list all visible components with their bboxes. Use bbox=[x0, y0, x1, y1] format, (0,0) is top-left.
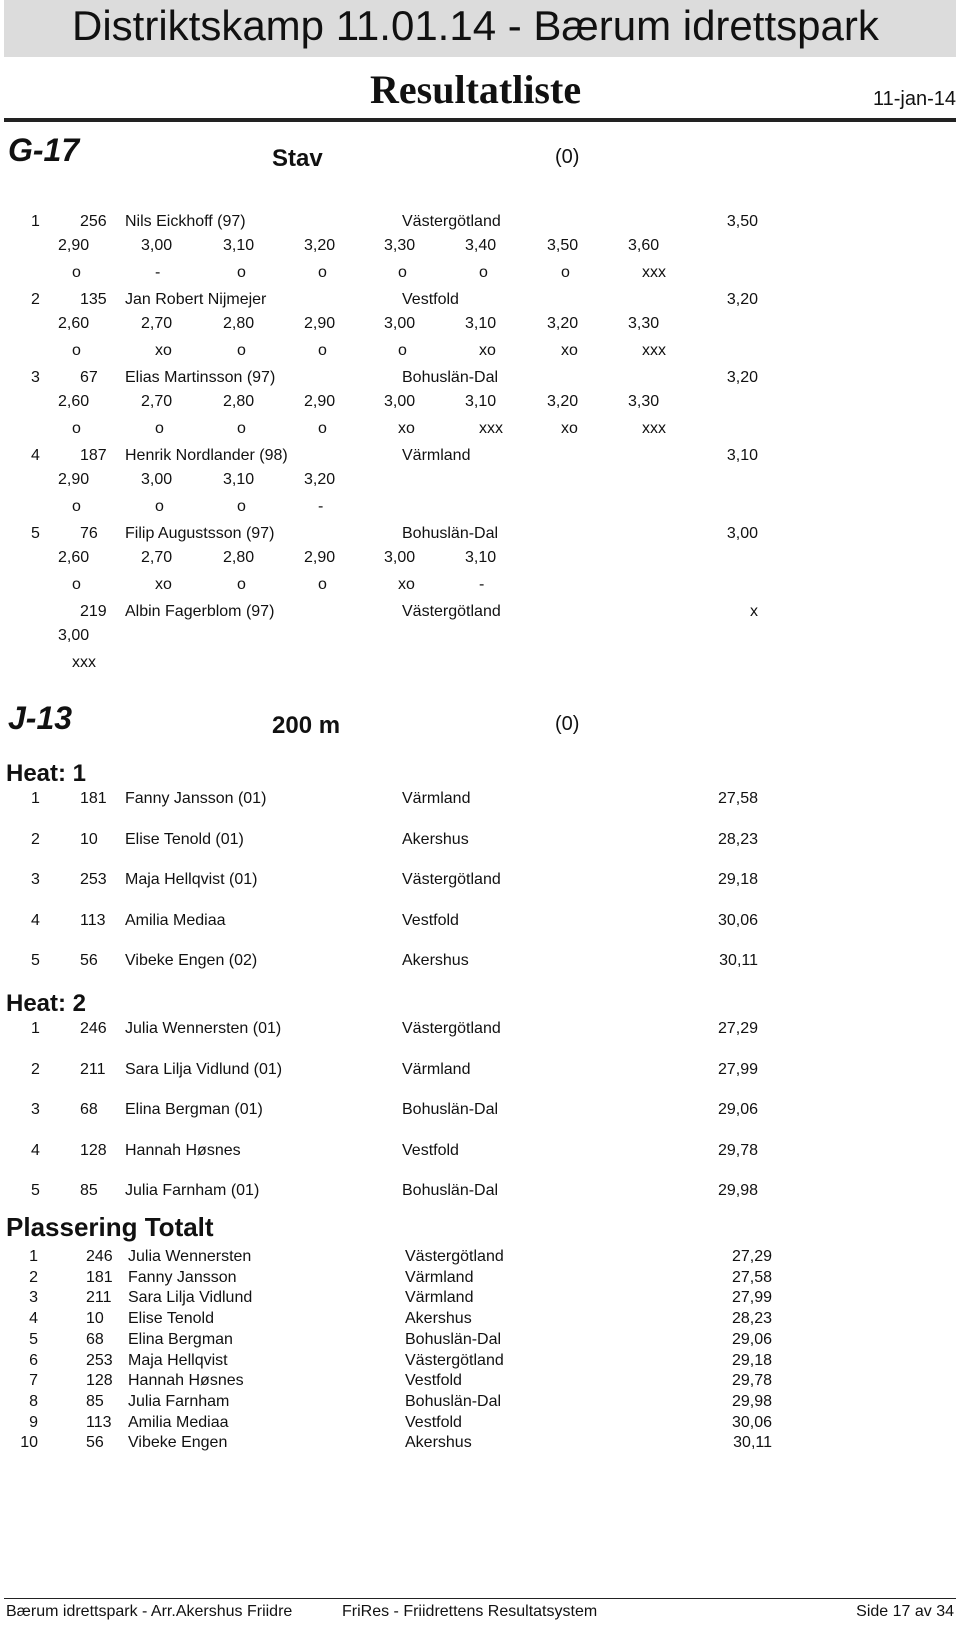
result: 27,29 bbox=[717, 1020, 758, 1037]
ranking-row bbox=[0, 1289, 960, 1309]
result: 29,78 bbox=[731, 1372, 772, 1390]
place: 5 bbox=[29, 1330, 38, 1348]
result: 27,29 bbox=[731, 1248, 772, 1265]
athlete-name: Sara Lilja Vidlund bbox=[128, 1289, 253, 1307]
bar-height: 2,70 bbox=[141, 393, 173, 410]
bib-number: 68 bbox=[86, 1330, 104, 1348]
heights-row bbox=[0, 549, 960, 569]
bar-height: 2,60 bbox=[58, 549, 90, 566]
club: Värmland bbox=[402, 447, 471, 464]
athlete-row bbox=[0, 369, 960, 389]
athlete-name: Amilia Mediaa bbox=[125, 911, 226, 929]
bib-number: 253 bbox=[80, 871, 107, 888]
result-row bbox=[0, 912, 960, 932]
athlete-row bbox=[0, 291, 960, 311]
athlete-name: Nils Eickhoff (97) bbox=[125, 213, 246, 230]
bib-number: 67 bbox=[80, 369, 98, 386]
place: 6 bbox=[29, 1351, 38, 1369]
attempt: xo bbox=[398, 420, 415, 437]
club: Västergötland bbox=[402, 603, 501, 620]
bib-number: 211 bbox=[86, 1289, 112, 1307]
ranking-row bbox=[0, 1372, 960, 1392]
result: 27,58 bbox=[717, 790, 758, 807]
club: Värmland bbox=[402, 1060, 471, 1078]
attempt: - bbox=[479, 576, 485, 593]
result-row bbox=[0, 871, 960, 891]
place: 3 bbox=[31, 871, 40, 888]
heights-row bbox=[0, 627, 960, 647]
place: 4 bbox=[31, 911, 40, 929]
bib-number: 85 bbox=[86, 1392, 104, 1410]
ranking-row bbox=[0, 1331, 960, 1351]
ranking-row bbox=[0, 1434, 960, 1454]
athlete-name: Jan Robert Nijmejer bbox=[125, 291, 267, 308]
club: Bohuslän-Dal bbox=[402, 525, 499, 542]
athlete-name: Albin Fagerblom (97) bbox=[125, 603, 275, 620]
attempt: xxx bbox=[642, 264, 666, 281]
result-row bbox=[0, 831, 960, 851]
bib-number: 113 bbox=[80, 911, 106, 929]
bar-height: 2,90 bbox=[58, 237, 90, 254]
class-code: J-13 bbox=[8, 700, 73, 736]
club: Västergötland bbox=[402, 213, 501, 230]
result: 27,58 bbox=[731, 1268, 772, 1286]
bar-height: 3,20 bbox=[547, 393, 579, 410]
athlete-name: Maja Hellqvist (01) bbox=[125, 871, 258, 888]
athlete-name: Vibeke Engen (02) bbox=[125, 952, 258, 969]
result: 3,00 bbox=[726, 525, 758, 542]
result: 29,06 bbox=[731, 1330, 772, 1348]
bib-number: 56 bbox=[80, 952, 98, 969]
footer-venue: Bærum idrettspark - Arr.Akershus Friidre bbox=[6, 1603, 293, 1620]
athlete-name: Sara Lilja Vidlund (01) bbox=[125, 1060, 283, 1078]
club: Vestfold bbox=[402, 291, 459, 308]
result-row bbox=[0, 1101, 960, 1121]
bib-number: 246 bbox=[86, 1248, 113, 1265]
footer-page: Side 17 av 34 bbox=[856, 1603, 954, 1620]
attempt: o bbox=[318, 576, 327, 593]
result-row bbox=[0, 1061, 960, 1081]
place: 1 bbox=[31, 790, 40, 807]
class-code: G-17 bbox=[8, 132, 80, 168]
ranking-row bbox=[0, 1269, 960, 1289]
bar-height: 2,70 bbox=[141, 549, 173, 566]
attempt: o bbox=[72, 420, 81, 437]
place: 3 bbox=[31, 1101, 40, 1118]
place: 5 bbox=[31, 952, 40, 969]
bib-number: 219 bbox=[80, 603, 107, 620]
bib-number: 76 bbox=[80, 525, 98, 542]
bib-number: 10 bbox=[80, 830, 98, 848]
place: 4 bbox=[31, 1141, 40, 1159]
result: 29,98 bbox=[731, 1392, 772, 1410]
bib-number: 181 bbox=[86, 1268, 113, 1286]
result: 30,11 bbox=[733, 1434, 772, 1452]
athlete-name: Amilia Mediaa bbox=[128, 1413, 229, 1431]
athlete-name: Henrik Nordlander (98) bbox=[125, 447, 288, 464]
athlete-name: Julia Wennersten (01) bbox=[125, 1020, 282, 1037]
result: 29,18 bbox=[717, 871, 758, 888]
attempt: o bbox=[237, 498, 246, 515]
attempt: xxx bbox=[72, 654, 96, 671]
bar-height: 3,40 bbox=[465, 237, 497, 254]
total-heading: Plassering Totalt bbox=[6, 1212, 214, 1242]
bar-height: 3,10 bbox=[223, 471, 255, 488]
club: Bohuslän-Dal bbox=[405, 1392, 502, 1410]
attempt: o bbox=[398, 342, 407, 359]
place: 3 bbox=[29, 1289, 38, 1307]
bar-height: 3,20 bbox=[304, 471, 336, 488]
club: Akershus bbox=[405, 1434, 472, 1452]
bib-number: 256 bbox=[80, 213, 107, 230]
place: 4 bbox=[29, 1310, 38, 1328]
bib-number: 128 bbox=[86, 1372, 113, 1390]
bar-height: 2,70 bbox=[141, 315, 173, 332]
document-date: 11-jan-14 bbox=[872, 88, 956, 110]
bib-number: 128 bbox=[80, 1141, 107, 1159]
heat-label: Heat: 1 bbox=[6, 760, 87, 787]
event-name: 200 m bbox=[272, 712, 341, 739]
attempt: - bbox=[155, 264, 161, 281]
heights-row bbox=[0, 315, 960, 335]
athlete-name: Vibeke Engen bbox=[128, 1434, 228, 1452]
bar-height: 3,00 bbox=[384, 393, 416, 410]
place: 3 bbox=[31, 369, 40, 386]
footer-rule bbox=[4, 1598, 956, 1599]
bib-number: 187 bbox=[80, 447, 107, 464]
athlete-name: Elise Tenold (01) bbox=[125, 830, 244, 848]
event-code: (0) bbox=[555, 146, 580, 168]
bib-number: 181 bbox=[80, 790, 107, 807]
bib-number: 135 bbox=[80, 291, 107, 308]
bar-height: 3,10 bbox=[465, 393, 497, 410]
bar-height: 2,90 bbox=[304, 315, 336, 332]
result: 30,06 bbox=[717, 911, 758, 929]
bar-height: 3,00 bbox=[141, 237, 173, 254]
event-name: Stav bbox=[272, 145, 323, 172]
athlete-row bbox=[0, 213, 960, 233]
bar-height: 3,10 bbox=[223, 237, 255, 254]
attempt: xo bbox=[155, 342, 172, 359]
heights-row bbox=[0, 237, 960, 257]
result: 30,11 bbox=[719, 952, 758, 969]
club: Bohuslän-Dal bbox=[402, 1101, 499, 1118]
place: 9 bbox=[29, 1413, 38, 1431]
place: 1 bbox=[31, 1020, 40, 1037]
athlete-row bbox=[0, 525, 960, 545]
attempt: o bbox=[72, 498, 81, 515]
athlete-name: Elina Bergman bbox=[128, 1330, 233, 1348]
bib-number: 68 bbox=[80, 1101, 98, 1118]
athlete-name: Maja Hellqvist bbox=[128, 1351, 228, 1369]
place: 2 bbox=[31, 1060, 40, 1078]
result: 29,98 bbox=[717, 1182, 758, 1199]
meet-title: Distriktskamp 11.01.14 - Bærum idrettspark bbox=[72, 2, 879, 49]
bar-height: 3,20 bbox=[547, 315, 579, 332]
attempt: xxx bbox=[479, 420, 503, 437]
club: Vestfold bbox=[402, 1141, 459, 1159]
athlete-name: Filip Augustsson (97) bbox=[125, 525, 275, 542]
bib-number: 211 bbox=[80, 1060, 106, 1078]
bib-number: 253 bbox=[86, 1351, 113, 1369]
attempt: xo bbox=[561, 342, 578, 359]
athlete-name: Fanny Jansson bbox=[128, 1268, 237, 1286]
ranking-row bbox=[0, 1248, 960, 1268]
attempts-row bbox=[0, 498, 960, 518]
club: Vestfold bbox=[405, 1413, 462, 1431]
result: 3,10 bbox=[726, 447, 758, 464]
bar-height: 2,90 bbox=[304, 393, 336, 410]
attempt: o bbox=[237, 420, 246, 437]
attempt: o bbox=[318, 342, 327, 359]
heights-row bbox=[0, 471, 960, 491]
result-row bbox=[0, 1182, 960, 1202]
athlete-name: Elise Tenold bbox=[128, 1310, 214, 1328]
attempt: o bbox=[72, 264, 81, 281]
club: Värmland bbox=[405, 1268, 474, 1286]
result: 27,99 bbox=[717, 1060, 758, 1078]
attempt: xo bbox=[561, 420, 578, 437]
result: 29,78 bbox=[717, 1141, 758, 1159]
bar-height: 3,30 bbox=[628, 315, 660, 332]
bar-height: 3,00 bbox=[141, 471, 173, 488]
attempt: o bbox=[479, 264, 488, 281]
attempt: - bbox=[318, 498, 324, 515]
club: Akershus bbox=[402, 830, 469, 848]
athlete-name: Hannah Høsnes bbox=[128, 1372, 244, 1390]
attempts-row bbox=[0, 420, 960, 440]
bib-number: 85 bbox=[80, 1182, 98, 1199]
attempt: o bbox=[318, 420, 327, 437]
attempt: xxx bbox=[642, 342, 666, 359]
result-row bbox=[0, 1020, 960, 1040]
attempts-row bbox=[0, 654, 960, 674]
attempt: xxx bbox=[642, 420, 666, 437]
club: Västergötland bbox=[402, 871, 501, 888]
result-row bbox=[0, 952, 960, 972]
attempt: o bbox=[237, 342, 246, 359]
athlete-row bbox=[0, 603, 960, 623]
result: 28,23 bbox=[717, 830, 758, 848]
bib-number: 10 bbox=[86, 1310, 104, 1328]
bar-height: 2,90 bbox=[58, 471, 90, 488]
bib-number: 246 bbox=[80, 1020, 107, 1037]
club: Vestfold bbox=[405, 1372, 462, 1390]
attempts-row bbox=[0, 264, 960, 284]
bib-number: 56 bbox=[86, 1434, 104, 1452]
attempt: o bbox=[72, 342, 81, 359]
attempt: xo bbox=[398, 576, 415, 593]
bar-height: 2,80 bbox=[223, 549, 255, 566]
bar-height: 2,90 bbox=[304, 549, 336, 566]
attempts-row bbox=[0, 576, 960, 596]
bar-height: 3,10 bbox=[465, 315, 497, 332]
result: 28,23 bbox=[731, 1310, 772, 1328]
title-bar bbox=[4, 0, 956, 57]
result-row bbox=[0, 1142, 960, 1162]
ranking-row bbox=[0, 1393, 960, 1413]
bib-number: 113 bbox=[86, 1413, 112, 1431]
athlete-name: Elias Martinsson (97) bbox=[125, 369, 276, 386]
result: 27,99 bbox=[731, 1289, 772, 1307]
ranking-row bbox=[0, 1310, 960, 1330]
bar-height: 2,80 bbox=[223, 393, 255, 410]
attempt: o bbox=[237, 576, 246, 593]
attempt: o bbox=[155, 420, 164, 437]
bar-height: 2,60 bbox=[58, 393, 90, 410]
bar-height: 2,80 bbox=[223, 315, 255, 332]
bar-height: 3,50 bbox=[547, 237, 579, 254]
place: 10 bbox=[20, 1434, 38, 1452]
attempt: o bbox=[237, 264, 246, 281]
place: 2 bbox=[31, 291, 40, 308]
athlete-name: Elina Bergman (01) bbox=[125, 1101, 263, 1118]
place: 2 bbox=[29, 1268, 38, 1286]
result: 29,18 bbox=[731, 1351, 772, 1369]
club: Bohuslän-Dal bbox=[402, 1182, 499, 1199]
result: 3,20 bbox=[726, 369, 758, 386]
place: 5 bbox=[31, 1182, 40, 1199]
club: Västergötland bbox=[405, 1351, 504, 1369]
club: Bohuslän-Dal bbox=[402, 369, 499, 386]
place: 5 bbox=[31, 525, 40, 542]
club: Värmland bbox=[405, 1289, 474, 1307]
result: 30,06 bbox=[731, 1413, 772, 1431]
athlete-name: Fanny Jansson (01) bbox=[125, 790, 267, 807]
attempt: o bbox=[318, 264, 327, 281]
bar-height: 3,00 bbox=[384, 549, 416, 566]
ranking-row bbox=[0, 1414, 960, 1434]
bar-height: 3,00 bbox=[384, 315, 416, 332]
header-rule bbox=[4, 118, 956, 122]
athlete-name: Hannah Høsnes bbox=[125, 1141, 241, 1159]
result: x bbox=[750, 603, 758, 620]
bar-height: 3,00 bbox=[58, 627, 90, 644]
bar-height: 3,30 bbox=[628, 393, 660, 410]
attempt: xo bbox=[479, 342, 496, 359]
result: 3,50 bbox=[726, 213, 758, 230]
result-row bbox=[0, 790, 960, 810]
document-title: Resultatliste bbox=[370, 67, 582, 112]
club: Akershus bbox=[402, 952, 469, 969]
club: Akershus bbox=[405, 1310, 472, 1328]
athlete-name: Julia Farnham (01) bbox=[125, 1182, 260, 1199]
attempt: xo bbox=[155, 576, 172, 593]
result: 29,06 bbox=[717, 1101, 758, 1118]
bar-height: 3,30 bbox=[384, 237, 416, 254]
athlete-name: Julia Wennersten bbox=[128, 1248, 252, 1265]
place: 8 bbox=[29, 1392, 38, 1410]
attempt: o bbox=[155, 498, 164, 515]
place: 1 bbox=[29, 1248, 38, 1265]
athlete-row bbox=[0, 447, 960, 467]
ranking-row bbox=[0, 1352, 960, 1372]
club: Västergötland bbox=[405, 1248, 504, 1265]
bar-height: 2,60 bbox=[58, 315, 90, 332]
club: Västergötland bbox=[402, 1020, 501, 1037]
club: Bohuslän-Dal bbox=[405, 1330, 502, 1348]
heat-label: Heat: 2 bbox=[6, 990, 87, 1017]
place: 7 bbox=[29, 1372, 38, 1390]
heights-row bbox=[0, 393, 960, 413]
attempt: o bbox=[72, 576, 81, 593]
attempts-row bbox=[0, 342, 960, 362]
athlete-name: Julia Farnham bbox=[128, 1392, 230, 1410]
bar-height: 3,20 bbox=[304, 237, 336, 254]
place: 1 bbox=[31, 213, 40, 230]
result: 3,20 bbox=[726, 291, 758, 308]
attempt: o bbox=[398, 264, 407, 281]
attempt: o bbox=[561, 264, 570, 281]
footer-system: FriRes - Friidrettens Resultatsystem bbox=[342, 1603, 598, 1620]
bar-height: 3,10 bbox=[465, 549, 497, 566]
event-code: (0) bbox=[555, 713, 580, 735]
club: Värmland bbox=[402, 790, 471, 807]
club: Vestfold bbox=[402, 911, 459, 929]
bar-height: 3,60 bbox=[628, 237, 660, 254]
place: 4 bbox=[31, 447, 40, 464]
place: 2 bbox=[31, 830, 40, 848]
